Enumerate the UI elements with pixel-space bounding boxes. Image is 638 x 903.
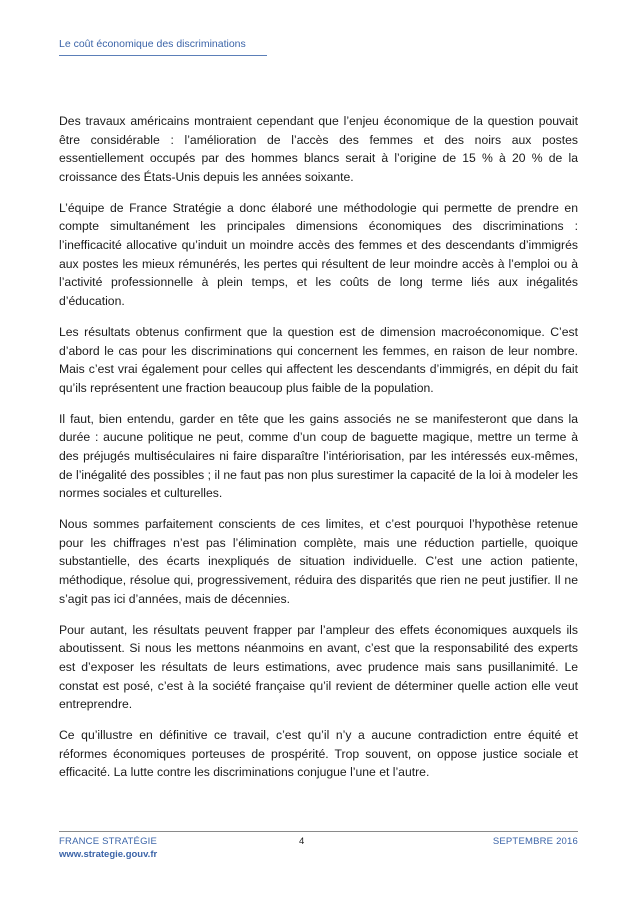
document-title: Le coût économique des discriminations [59,38,246,50]
body-text [59,112,578,795]
paragraph: L’équipe de France Stratégie a donc élaboré une méthodologie qui permette de prendre en compte simultanément les principales dimensions économiques des discriminations : l’inefficacité allocative qu’induit un moindre accès des femmes et des descendants d’immigrés aux postes les mieux rémunérés, les pertes qui résultent de leur moindre accès à l’emploi ou à l’activité professionnelle à plein temps, et les coûts de long terme liés aux inégalités d’éducation. [59,200,578,308]
footer-date: SEPTEMBRE 2016 [492,836,578,847]
paragraph: Les résultats obtenus confirment que la question est de dimension macroéconomique. C’est d’abord le cas pour les discriminations qui concernent les femmes, en raison de leur nombre. Mais c’est vrai également pour celles qui affectent les descendants d’immigrés, en dépit du fait qu’ils représentent une fraction beaucoup plus faible de la population. [59,324,578,395]
paragraph: Des travaux américains montraient cependant que l’enjeu économique de la question pouvait être considérable : l’amélioration de l’accès des femmes et des noirs aux postes essentiellement occupés par des hommes blancs serait à l’origine de 15 % à 20 % de la croissance des États-Unis depuis les années soixante. [59,114,578,184]
paragraph: Pour autant, les résultats peuvent frapper par l’ampleur des effets économiques auxquels ils aboutissent. Si nous les mettons néanmoins en avant, c’est que la responsabilité des experts est d’exposer les résultats de leurs estimations, avec prudence mais sans pusillanimité. Le constat est posé, c’est à la société française qu’il revient de déterminer quelle action elle veut entreprendre. [59,622,578,712]
footer-row [59,836,578,848]
page-footer [59,831,578,860]
footer-organization: FRANCE STRATÉGIE [59,836,158,847]
paragraph: Ce qu’illustre en définitive ce travail, c’est qu’il n’y a aucune contradiction entre équité et réformes économiques porteuses de prospérité. Trop souvent, on oppose justice sociale et efficacité. La lutte contre les discriminations conjugue l’une et l’autre. [59,728,578,780]
page-number: 4 [299,836,305,847]
running-header [59,34,267,56]
website-link[interactable]: www.strategie.gouv.fr [59,849,158,860]
paragraph: Il faut, bien entendu, garder en tête que les gains associés ne se manifesteront que dans la durée : aucune politique ne peut, comme d’un coup de baguette magique, mettre un terme à des préjugés multiséculaires ni faire disparaître l’intériorisation, par les intéressés eux-mêmes, de l’inégalité des possibles ; il ne faut pas non plus surestimer la capacité de la loi à modeler les normes sociales et culturelles. [59,411,578,501]
paragraph: Nous sommes parfaitement conscients de ces limites, et c’est pourquoi l’hypothèse retenue pour les chiffrages n’est pas l’élimination complète, mais une réduction partielle, quoique substantielle, des écarts inexpliqués de situation individuelle. C’est une action patiente, méthodique, résolue qui, progressivement, réduira des disparités que rien ne peut justifier. Il ne s’agit pas ici d’années, mais de décennies. [59,517,578,606]
